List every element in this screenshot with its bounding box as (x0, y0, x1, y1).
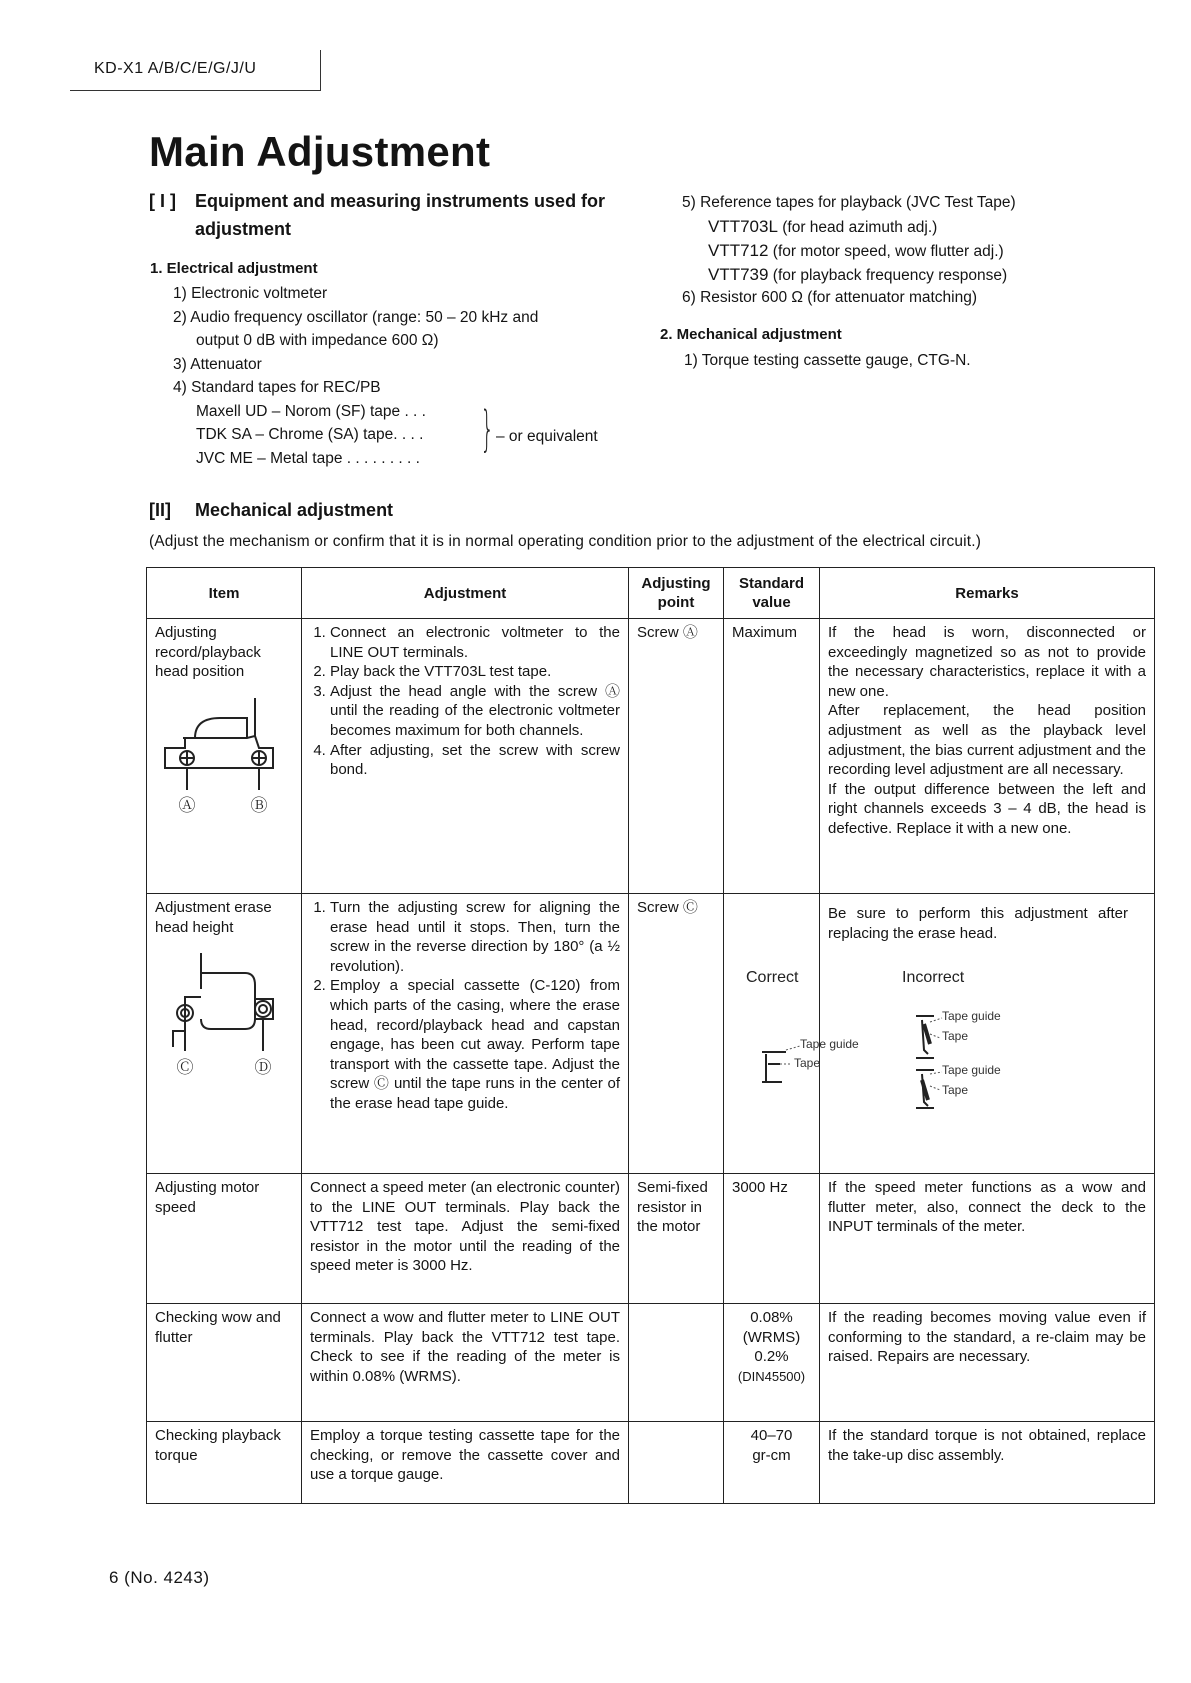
page-title: Main Adjustment (149, 128, 491, 175)
label-b: Ⓑ (250, 795, 268, 816)
row-item: Checking playback torque (147, 1422, 302, 1504)
tape-label: Tape (794, 1056, 821, 1070)
row-value (724, 1304, 820, 1422)
row-remarks: If the reading becomes moving value even if conforming to the standard, a re-claim may be raised. Repairs are necessary. (820, 1304, 1155, 1422)
value-line: 0.2% (754, 1348, 789, 1366)
section2-number: [II] (149, 500, 171, 520)
tape-guide-figure (716, 954, 1051, 1139)
row-point: Screw Ⓒ (629, 894, 724, 1174)
row-remarks (746, 894, 1155, 1174)
ref-tape-desc: (for head azimuth adj.) (782, 219, 938, 236)
row-remarks (820, 619, 1155, 894)
label-d: Ⓓ (254, 1058, 272, 1079)
page-number: 6 (No. 4243) (109, 1568, 210, 1587)
list-item: 1) Electronic voltmeter (173, 285, 328, 302)
brace-icon: } (480, 401, 495, 457)
step: 2. Employ a special cassette (C-120) from which parts of the casing, where the erase head, record/playback head and capstan engage, has been cut away. Perform tape transport with the cassette tape. Adjust the screw Ⓒ until the tape runs in the center of the erase head tape guide. (330, 976, 620, 1113)
row-adjustment (302, 894, 629, 1174)
electrical-heading: 1. Electrical adjustment (150, 260, 318, 277)
row-item (147, 894, 302, 1174)
value-line: (DIN45500) (737, 1368, 806, 1384)
row-item (147, 619, 302, 894)
row-remarks: If the standard torque is not obtained, replace the take-up disc assembly. (820, 1422, 1155, 1504)
list-item: output 0 dB with impedance 600 Ω) (196, 332, 439, 349)
value-line: 40–70 (750, 1427, 793, 1444)
row-item: Checking wow and flutter (147, 1304, 302, 1422)
table-header-row (147, 568, 1155, 619)
row-value: Maximum (724, 619, 820, 894)
row-value: 3000 Hz (724, 1174, 820, 1304)
adjustment-table (146, 567, 1155, 1504)
tape-item: Maxell UD – Norom (SF) tape . . . (196, 403, 426, 420)
ref-tape (708, 263, 1007, 288)
list-item: 2) Audio frequency oscillator (range: 50 – 20 kHz and (173, 309, 539, 326)
ref-tape-desc: (for motor speed, wow flutter adj.) (772, 243, 1004, 260)
figure-incorrect-label: Incorrect (902, 969, 965, 986)
item-label: Adjusting record/playback head position (155, 624, 261, 681)
row-adjustment (302, 619, 629, 894)
row-point: Screw Ⓐ (629, 619, 724, 894)
tapes-suffix: – or equivalent (496, 428, 598, 445)
section1-title: Equipment and measuring instruments used for adjustment (195, 191, 606, 239)
model-number: KD-X1 A/B/C/E/G/J/U (94, 60, 257, 77)
ref-tape (708, 239, 1004, 264)
list-item: 4) Standard tapes for REC/PB (173, 379, 381, 396)
ref-tape-desc: (for playback frequency response) (772, 267, 1008, 284)
row-point (629, 1304, 724, 1422)
erase-head-diagram (155, 951, 285, 1081)
item-label: Adjustment erase head height (155, 899, 272, 936)
row-item: Adjusting motor speed (147, 1174, 302, 1304)
section2-note: (Adjust the mechanism or confirm that it is in normal operating condition prior to the adjustment of the electrical circuit.) (149, 533, 981, 550)
list-item: 5) Reference tapes for playback (JVC Test Tape) (682, 194, 1016, 211)
incorrect-guide-icon (916, 1016, 934, 1108)
label-c: Ⓒ (176, 1058, 194, 1079)
header-rule-vertical (320, 50, 321, 91)
table-row (147, 894, 1155, 1174)
step: 1. Turn the adjusting screw for aligning the erase head until it stops. Then, turn the screw in the reverse direction by 180° (a ½ revolution). (330, 898, 620, 976)
row-point (629, 1422, 724, 1504)
step: 2. Play back the VTT703L test tape. (330, 662, 620, 682)
tape-guide-label: Tape guide (942, 1063, 1001, 1077)
row-adjustment: Connect a wow and flutter meter to LINE OUT terminals. Play back the VTT712 test tape. Check to see if the reading of the meter is within 0.08% (WRMS). (302, 1304, 629, 1422)
row-adjustment: Employ a torque testing cassette tape for the checking, or remove the cassette cover and use a torque gauge. (302, 1422, 629, 1504)
tape-item: JVC ME – Metal tape . . . . . . . . . (196, 450, 420, 467)
head-mount-diagram (155, 696, 285, 816)
list-item: 3) Attenuator (173, 356, 262, 373)
section2-heading (149, 500, 393, 521)
tape-guide-label: Tape guide (942, 1009, 1001, 1023)
remark: If the output difference between the left and right channels exceeds 3 – 4 dB, the head is defective. Replace it with a new one. (828, 780, 1146, 837)
col-header-item: Item (147, 568, 302, 619)
mechanical-heading: 2. Mechanical adjustment (660, 326, 842, 343)
table-row (147, 1422, 1155, 1504)
label-a: Ⓐ (178, 795, 196, 816)
section1-number: [ I ] (149, 191, 176, 211)
ref-tape (708, 215, 937, 240)
table-row (147, 1304, 1155, 1422)
value-line: (WRMS) (742, 1328, 801, 1346)
section2-title: Mechanical adjustment (195, 500, 394, 520)
correct-guide-icon (762, 1052, 786, 1082)
value-line: 0.08% (750, 1309, 793, 1326)
tape-item: TDK SA – Chrome (SA) tape. . . . (196, 426, 424, 443)
col-header-adjustment: Adjustment (302, 568, 629, 619)
tape-label: Tape (942, 1083, 969, 1097)
row-adjustment: Connect a speed meter (an electronic counter) to the LINE OUT terminals. Play back the VTT712 test tape. Adjust the semi-fixed resistor in the motor until the reading of the speed meter is 3000 Hz. (302, 1174, 629, 1304)
figure-correct-label: Correct (746, 969, 799, 986)
table-row (147, 1174, 1155, 1304)
col-header-remarks: Remarks (820, 568, 1155, 619)
value-line: gr-cm (752, 1446, 791, 1464)
step: 4. After adjusting, set the screw with screw bond. (330, 741, 620, 780)
row-remarks: If the speed meter functions as a wow and flutter meter, also, connect the deck to the INPUT terminals of the meter. (820, 1174, 1155, 1304)
remark: If the head is worn, disconnected or exceedingly magnetized so as not to provide the necessary characteristics, replace it with a new one. (828, 624, 1146, 700)
step: 3. Adjust the head angle with the screw Ⓐ until the reading of the electronic voltmeter becomes maximum for both channels. (330, 682, 620, 741)
row-point: Semi-fixed resistor in the motor (629, 1174, 724, 1304)
list-item: 6) Resistor 600 Ω (for attenuator matching) (682, 289, 978, 306)
ref-tape-code: VTT712 (708, 241, 769, 260)
row-value (724, 1422, 820, 1504)
section1-heading (149, 187, 635, 243)
header-rule (70, 90, 320, 91)
ref-tape-code: VTT739 (708, 265, 769, 284)
tape-label: Tape (942, 1029, 969, 1043)
remark: Be sure to perform this adjustment after replacing the erase head. (819, 898, 1138, 954)
step: 1. Connect an electronic voltmeter to the LINE OUT terminals. (330, 623, 620, 662)
table-row (147, 619, 1155, 894)
col-header-point: Adjusting point (629, 568, 724, 619)
col-header-value: Standard value (724, 568, 820, 619)
tape-guide-label: Tape guide (800, 1037, 859, 1051)
ref-tape-code: VTT703L (708, 217, 778, 236)
list-item: 1) Torque testing cassette gauge, CTG-N. (684, 352, 971, 369)
remark: After replacement, the head position adjustment as well as the playback level adjustment, the bias current adjustment and the recording level adjustment are all necessary. (828, 702, 1146, 779)
